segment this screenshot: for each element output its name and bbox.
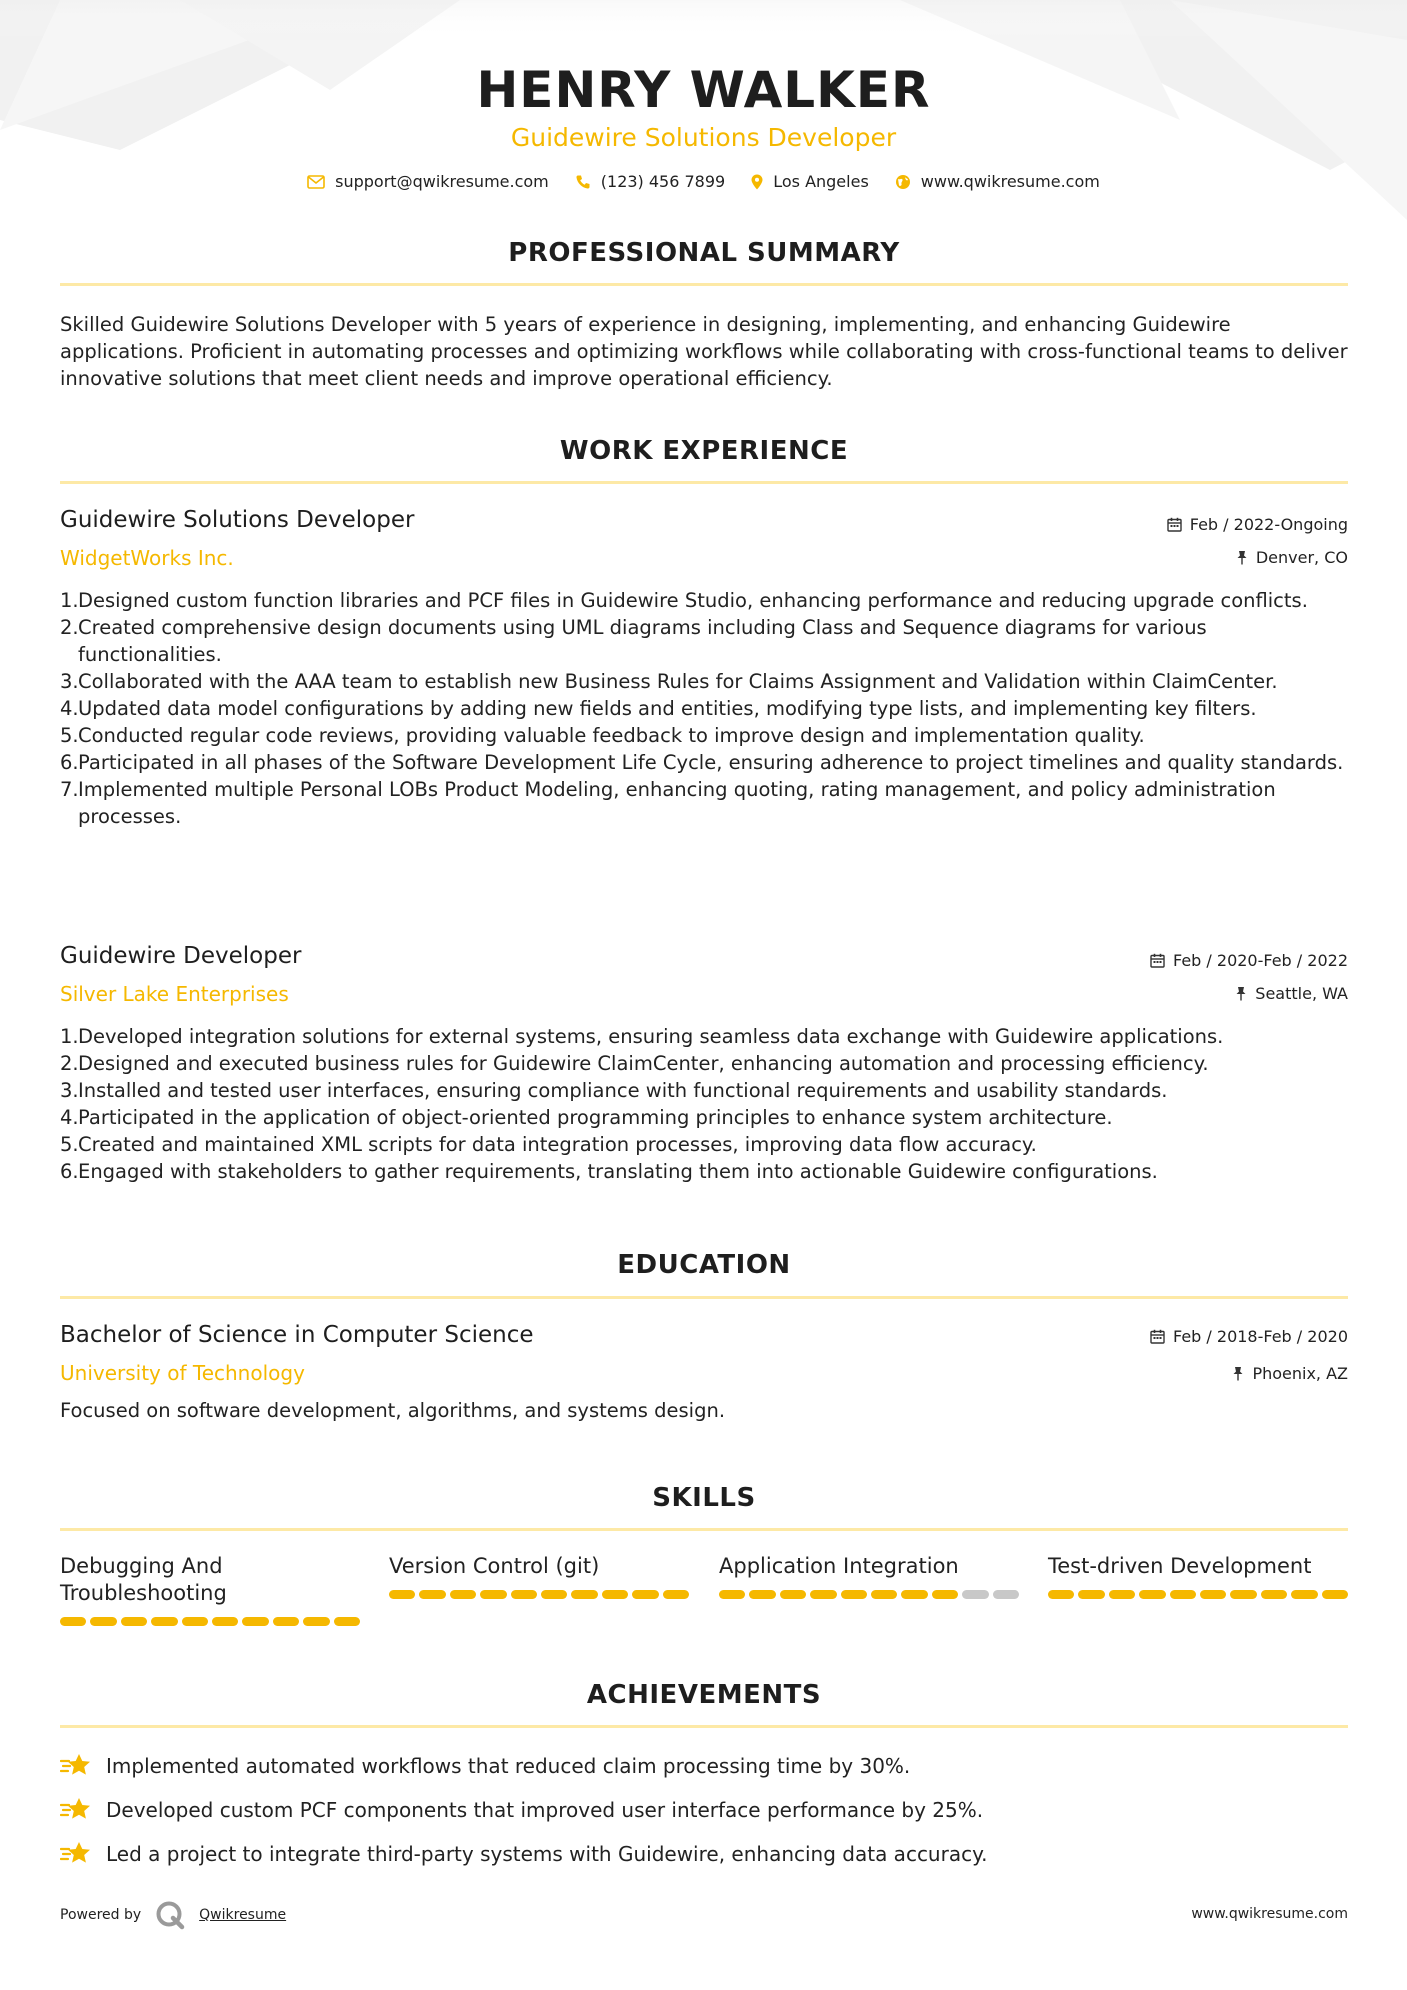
list-item: 4. Updated data model configurations by adding new fields and entities, modifying type lists, and implementing key filters. xyxy=(60,697,1257,720)
job-location-text: Denver, CO xyxy=(1255,548,1348,567)
duty-text: Created and maintained XML scripts for data integration processes, improving data flow accuracy. xyxy=(78,1133,1037,1156)
pushpin-icon xyxy=(1235,986,1247,1001)
list-item: 5. Created and maintained XML scripts for data integration processes, improving data flow accuracy. xyxy=(60,1133,1037,1156)
skill-dot-filled xyxy=(901,1590,927,1599)
achievement-item xyxy=(60,1840,987,1868)
contact-phone-text: (123) 456 7899 xyxy=(600,172,726,191)
star-medal-icon xyxy=(60,1796,92,1824)
skill-dot-filled xyxy=(303,1617,329,1626)
contact-location xyxy=(751,172,869,191)
skill-rating xyxy=(719,1590,1019,1599)
skill-dot-filled xyxy=(182,1617,208,1626)
qwikresume-logo-icon xyxy=(155,1900,185,1930)
job-title: Guidewire Developer xyxy=(60,943,302,969)
skill-dot-filled xyxy=(511,1590,537,1599)
skill-dot-filled xyxy=(663,1590,689,1599)
skill-dot-filled xyxy=(749,1590,775,1599)
skill-item xyxy=(389,1553,689,1599)
contact-website[interactable] xyxy=(895,172,1100,191)
list-item: 6. Participated in all phases of the Software Development Life Cycle, ensuring adherence to project timelines and quality standards. xyxy=(60,751,1344,774)
pushpin-icon xyxy=(1232,1366,1244,1381)
duty-text: Installed and tested user interfaces, ensuring compliance with functional requirements and usability standards. xyxy=(78,1079,1168,1102)
skill-dot-filled xyxy=(90,1617,116,1626)
skill-dot-filled xyxy=(810,1590,836,1599)
contact-email-text: support@qwikresume.com xyxy=(335,172,549,191)
job-company: WidgetWorks Inc. xyxy=(60,546,234,570)
skill-dot-filled xyxy=(1139,1590,1165,1599)
education-description: Focused on software development, algorithms, and systems design. xyxy=(60,1399,726,1422)
job-dates xyxy=(1167,515,1348,534)
job-location xyxy=(1236,548,1348,567)
skill-dot-filled xyxy=(841,1590,867,1599)
duty-text: Conducted regular code reviews, providing valuable feedback to improve design and implementation quality. xyxy=(78,724,1145,747)
skill-rating xyxy=(389,1590,689,1599)
list-item: 1. Designed custom function libraries and PCF files in Guidewire Studio, enhancing performance and reducing upgrade conflicts. xyxy=(60,589,1308,612)
star-medal-icon xyxy=(60,1752,92,1780)
job-location xyxy=(1235,984,1348,1003)
duty-text: Participated in the application of object-oriented programming principles to enhance system architecture. xyxy=(78,1106,1113,1129)
skill-dot-filled xyxy=(1109,1590,1135,1599)
contact-email[interactable] xyxy=(307,172,549,191)
list-item: 3. Installed and tested user interfaces, ensuring compliance with functional requirements and usability standards. xyxy=(60,1079,1168,1102)
skill-item xyxy=(719,1553,1019,1599)
job-dates xyxy=(1150,951,1348,970)
skill-dot-filled xyxy=(273,1617,299,1626)
skill-dot-filled xyxy=(480,1590,506,1599)
powered-by-label: Powered by xyxy=(60,1907,142,1923)
list-item: 4. Participated in the application of object-oriented programming principles to enhance system architecture. xyxy=(60,1106,1113,1129)
duty-text: Collaborated with the AAA team to establish new Business Rules for Claims Assignment and Validation within ClaimCenter. xyxy=(78,670,1278,693)
skill-dot-filled xyxy=(389,1590,415,1599)
skill-dot-filled xyxy=(1078,1590,1104,1599)
envelope-icon xyxy=(307,175,325,189)
skill-dot-filled xyxy=(151,1617,177,1626)
map-pin-icon xyxy=(751,174,763,190)
calendar-icon xyxy=(1167,517,1182,532)
summary-text: Skilled Guidewire Solutions Developer with 5 years of experience in designing, implementing, and enhancing Guidewire applications. Proficient in automating processes and optimizing workflows while collaborating with cross-functional teams to deliver innovative solutions that meet client needs and improve operational efficiency. xyxy=(60,313,1348,390)
skill-name-line: Application Integration xyxy=(719,1554,959,1578)
list-item: 6. Engaged with stakeholders to gather requirements, translating them into actionable Guidewire configurations. xyxy=(60,1160,1158,1183)
skill-item xyxy=(1048,1553,1348,1599)
skill-dot-filled xyxy=(571,1590,597,1599)
duty-text: Engaged with stakeholders to gather requirements, translating them into actionable Guidewire configurations. xyxy=(78,1160,1158,1183)
contact-location-text: Los Angeles xyxy=(773,172,869,191)
skill-dot-filled xyxy=(1322,1590,1348,1599)
achievements-divider xyxy=(60,1725,1348,1728)
skill-dot-filled xyxy=(1291,1590,1317,1599)
list-item: 3. Collaborated with the AAA team to establish new Business Rules for Claims Assignment and Validation within ClaimCenter. xyxy=(60,670,1278,693)
skill-dot-filled xyxy=(1200,1590,1226,1599)
skill-dot-filled xyxy=(242,1617,268,1626)
experience-heading: WORK EXPERIENCE xyxy=(559,436,849,466)
achievement-item xyxy=(60,1752,910,1780)
skill-name-line: Version Control (git) xyxy=(389,1554,600,1578)
education-location xyxy=(1232,1364,1348,1383)
skill-dot-filled xyxy=(1230,1590,1256,1599)
globe-icon xyxy=(895,174,911,190)
pushpin-icon xyxy=(1236,550,1248,565)
job-duties-list xyxy=(60,587,1350,830)
brand-link[interactable]: Qwikresume xyxy=(199,1907,287,1923)
education-school: University of Technology xyxy=(60,1361,305,1385)
skill-dot-filled xyxy=(121,1617,147,1626)
skill-dot-empty xyxy=(993,1590,1019,1599)
skill-name-line: Troubleshooting xyxy=(60,1581,227,1605)
skill-dot-filled xyxy=(60,1617,86,1626)
duty-text: Implemented multiple Personal LOBs Product Modeling, enhancing quoting, rating management, and policy administration processes. xyxy=(78,778,1276,828)
skill-item xyxy=(60,1553,360,1626)
job-title: Guidewire Solutions Developer xyxy=(60,507,415,533)
list-item: 7. Implemented multiple Personal LOBs Product Modeling, enhancing quoting, rating management, and policy administration processes. xyxy=(60,776,1350,830)
list-item: 2. Designed and executed business rules for Guidewire ClaimCenter, enhancing automation and processing efficiency. xyxy=(60,1052,1209,1075)
skills-divider xyxy=(60,1528,1348,1531)
skill-rating xyxy=(1048,1590,1348,1599)
duty-text: Designed custom function libraries and PCF files in Guidewire Studio, enhancing performance and reducing upgrade conflicts. xyxy=(78,589,1308,612)
skill-name-line: Debugging And xyxy=(60,1554,223,1578)
skill-dot-filled xyxy=(1170,1590,1196,1599)
skill-dot-filled xyxy=(1048,1590,1074,1599)
education-divider xyxy=(60,1296,1348,1299)
skill-dot-filled xyxy=(212,1617,238,1626)
contact-website-text: www.qwikresume.com xyxy=(920,172,1100,191)
achievement-text: Led a project to integrate third-party systems with Guidewire, enhancing data accuracy. xyxy=(106,1842,988,1866)
skill-dot-filled xyxy=(932,1590,958,1599)
list-item: 1. Developed integration solutions for external systems, ensuring seamless data exchange with Guidewire applications. xyxy=(60,1025,1224,1048)
skill-dot-filled xyxy=(632,1590,658,1599)
candidate-name: HENRY WALKER xyxy=(476,61,931,119)
calendar-icon xyxy=(1150,1329,1165,1344)
duty-text: Created comprehensive design documents using UML diagrams including Class and Sequence diagrams for various functionalities. xyxy=(78,616,1207,666)
skill-dot-filled xyxy=(334,1617,360,1626)
education-degree: Bachelor of Science in Computer Science xyxy=(60,1322,534,1348)
job-duties-list xyxy=(60,1023,1350,1185)
skill-dot-filled xyxy=(1261,1590,1287,1599)
job-company: Silver Lake Enterprises xyxy=(60,982,289,1006)
duty-text: Designed and executed business rules for Guidewire ClaimCenter, enhancing automation and processing efficiency. xyxy=(78,1052,1209,1075)
contact-bar xyxy=(0,172,1407,191)
skill-dot-filled xyxy=(719,1590,745,1599)
skill-dot-filled xyxy=(602,1590,628,1599)
duty-text: Updated data model configurations by adding new fields and entities, modifying type lists, and implementing key filters. xyxy=(78,697,1257,720)
summary-heading: PROFESSIONAL SUMMARY xyxy=(508,238,900,268)
footer-powered-by xyxy=(60,1900,286,1930)
experience-divider xyxy=(60,481,1348,484)
education-dates-text: Feb / 2018-Feb / 2020 xyxy=(1173,1327,1348,1346)
skill-name-line: Test-driven Development xyxy=(1048,1554,1312,1578)
skills-heading: SKILLS xyxy=(652,1483,756,1513)
contact-phone[interactable] xyxy=(575,172,725,191)
achievement-item xyxy=(60,1796,983,1824)
resume-header xyxy=(0,60,1407,154)
skill-dot-filled xyxy=(419,1590,445,1599)
job-dates-text: Feb / 2020-Feb / 2022 xyxy=(1173,951,1348,970)
job-location-text: Seattle, WA xyxy=(1255,984,1348,1003)
duty-text: Developed integration solutions for external systems, ensuring seamless data exchange with Guidewire applications. xyxy=(78,1025,1224,1048)
calendar-icon xyxy=(1150,953,1165,968)
duty-text: Participated in all phases of the Software Development Life Cycle, ensuring adherence to project timelines and quality standards. xyxy=(78,751,1344,774)
skill-dot-filled xyxy=(450,1590,476,1599)
skill-dot-filled xyxy=(871,1590,897,1599)
education-dates xyxy=(1150,1327,1348,1346)
summary-divider xyxy=(60,283,1348,286)
skill-dot-empty xyxy=(962,1590,988,1599)
skill-dot-filled xyxy=(541,1590,567,1599)
list-item: 2. Created comprehensive design documents using UML diagrams including Class and Sequence diagrams for various functionalities. xyxy=(60,614,1350,668)
job-dates-text: Feb / 2022-Ongoing xyxy=(1189,515,1348,534)
achievement-text: Implemented automated workflows that reduced claim processing time by 30%. xyxy=(106,1754,911,1778)
education-location-text: Phoenix, AZ xyxy=(1252,1364,1348,1383)
list-item: 5. Conducted regular code reviews, providing valuable feedback to improve design and implementation quality. xyxy=(60,724,1145,747)
achievement-text: Developed custom PCF components that improved user interface performance by 25%. xyxy=(106,1798,984,1822)
skill-dot-filled xyxy=(780,1590,806,1599)
footer-website[interactable]: www.qwikresume.com xyxy=(1191,1906,1348,1922)
candidate-role: Guidewire Solutions Developer xyxy=(510,123,897,152)
achievements-heading: ACHIEVEMENTS xyxy=(586,1680,822,1710)
education-heading: EDUCATION xyxy=(617,1250,791,1280)
star-medal-icon xyxy=(60,1840,92,1868)
skill-rating xyxy=(60,1617,360,1626)
phone-icon xyxy=(575,174,591,190)
